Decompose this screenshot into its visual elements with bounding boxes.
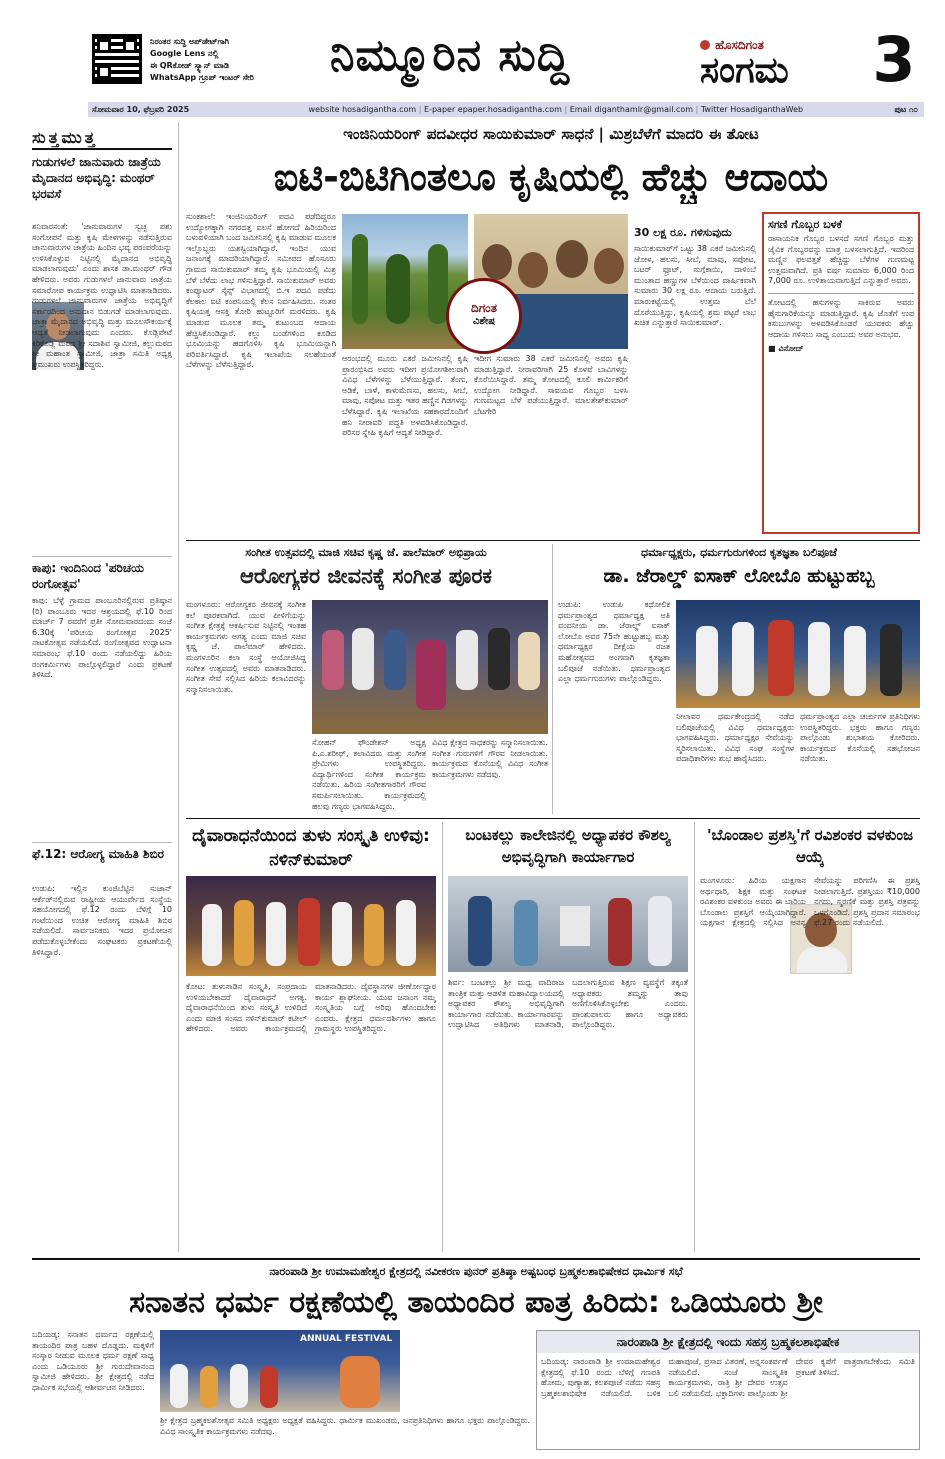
special-badge: [446, 278, 522, 354]
badge-title: ದಿಗಂತ: [471, 301, 497, 315]
story2-title: ಕಾಪು: ಇಂದಿನಿಂದ 'ಪರಿಚಯ ರಂಗೋತ್ಸವ': [32, 561, 144, 591]
music-kicker: ಸಂಗೀತ ಉತ್ಸವದಲ್ಲಿ ಮಾಜಿ ಸಚಿವ ಕೃಷ್ಣ ಜೆ. ಪಾಲೆಮಾರ್ ಅಭಿಪ್ರಾಯ: [245, 546, 487, 559]
bantakal-headline: ಬಂಟಕಲ್ಲು ಕಾಲೇಜಿನಲ್ಲಿ ಅಧ್ಯಾಪಕರ ಕೌಶಲ್ಯ ಅಭಿವೃದ್ಧಿಗಾಗಿ ಕಾರ್ಯಾಗಾರ: [465, 826, 671, 866]
twitter-link[interactable]: Twitter HosadiganthaWeb: [700, 105, 804, 114]
lobo-body-1: ಉಡುಪಿ: ಉಡುಪಿ ಕಥೋಲಿಕ ಧರ್ಮಪ್ರಾಂತ್ಯದ ಧರ್ಮಾಧ್ಯಕ್ಷ ಅತಿ ವಂದನೀಯ ಡಾ. ಜೆರಾಲ್ಡ್ ಐಸಾಕ್ ಲೋಬೊ ಅವರ 75ನೇ ಹುಟ್ಟುಹಬ್ಬ ಮತ್ತು ಧರ್ಮಾಧ್ಯಕ್ಷರ ದೀಕ್ಷೆಯ ರಜತ ಮಹೋತ್ಸವದ ಅಂಗವಾಗಿ ಕೃತಜ್ಞತಾ ಬಲಿಪೂಜೆ ನಡೆಯಿತು. ಧರ್ಮಪ್ರಾಂತ್ಯದ ಎಲ್ಲಾ ಧರ್ಮಗುರುಗಳು ಪಾಲ್ಗೊಂಡಿದ್ದರು.: [558, 600, 670, 684]
tulu-event-photo: [186, 876, 436, 976]
box-title: ಸಗಣಿ ಗೊಬ್ಬರ ಬಳಕೆ: [768, 218, 842, 231]
story1-title: ಗುಡುಗಳಲೆ ಜಾನುವಾರು ಜಾತ್ರೆಯ ಮೈದಾನದ ಅಭಿವೃದ್ಧಿ: ಮಂಥರ್ ಭರವಸೆ: [32, 155, 161, 201]
lead-kicker: ಇಂಜಿನಿಯರಿಂಗ್ ಪದವೀಧರ ಸಾಯಿಕುಮಾರ್ ಸಾಧನೆ | ಮಿಶ್ರಬೆಳೆಗೆ ಮಾದರಿ ಈ ತೋಟ: [343, 125, 759, 143]
email-link[interactable]: Email diganthamlr@gmail.com: [569, 105, 694, 114]
qr-line-2: Google Lens ನಲ್ಲಿ: [150, 49, 219, 58]
lead-col-3: ಇದೀಗ ಸುಮಾರು 38 ಎಕರೆ ಜಮೀನಿನಲ್ಲಿ ಅವರು ಕೃಷಿ ಮಾಡುತ್ತಿದ್ದಾರೆ. ನೀರಾವರಿಗಾಗಿ 25 ಕೊಳವೆ ಬಾವಿಗಳನ್ನು ಕೊರೆಯಿಸಿದ್ದಾರೆ. ತಮ್ಮ ತೋಟದಲ್ಲಿ ಕೂಲಿ ಕಾರ್ಮಿಕರಿಗೆ ಉದ್ಯೋಗ ನೀಡಿದ್ದಾರೆ. ಸಾವಯವ ಗೊಬ್ಬರ ಬಳಸಿ ಗುಣಮಟ್ಟದ ಬೆಳೆ ಪಡೆಯುತ್ತಿದ್ದಾರೆ. ಮಾಲತೇಶ್‌ಕುಮಾರ್ ಬೆಟಗೇರಿ: [474, 354, 628, 416]
lead-col-2: ಆರಂಭದಲ್ಲಿ ಮೂರು ಎಕರೆ ಜಮೀನಿನಲ್ಲಿ ಕೃಷಿ ಪ್ರಾರಂಭಿಸಿದ ಅವರು ಇದೀಗ ಪ್ರಯೋಗಶೀಲರಾಗಿ ವಿವಿಧ ಬೆಳೆಗಳನ್ನು ಬೆಳೆಯುತ್ತಿದ್ದಾರೆ. ತೆಂಗು, ಅಡಿಕೆ, ಬಾಳೆ, ಕಾಳುಮೆಣಸು, ಹಲಸು, ಸೀಬೆ, ಮಾವು, ಸಪೋಟ ಮತ್ತು ಇತರ ಹಣ್ಣಿನ ಗಿಡಗಳನ್ನು ಬೆಳೆಸಿದ್ದಾರೆ. ಕೃಷಿ ಇಲಾಖೆಯ ಸಹಕಾರದೊಂದಿಗೆ ಹನಿ ನೀರಾವರಿ ಪದ್ಧತಿ ಅಳವಡಿಸಿಕೊಂಡಿದ್ದಾರೆ. ಪರಿಸರ ಸ್ನೇಹಿ ಕೃಷಿಗೆ ಆದ್ಯತೆ ನೀಡಿದ್ದಾರೆ.: [342, 354, 468, 438]
qr-line-4: WhatsApp ಗ್ರೂಪ್ ಇಂಟರ್ ಸೇರಿ: [150, 73, 254, 82]
section-divider: [186, 818, 920, 819]
manure-box: [762, 212, 920, 534]
brand-dot-icon: [700, 40, 710, 50]
music-body-3: ವಿವಿಧ ಕ್ಷೇತ್ರದ ಸಾಧಕರನ್ನು ಸನ್ಮಾನಿಸಲಾಯಿತು. ಸಂಗೀತ ಗುರುಗಳಿಗೆ ಗೌರವ ನೀಡಲಾಯಿತು. ಕಾರ್ಯಕ್ರಮದ ಕೊನೆಯಲ್ಲಿ ವಿವಿಧ ಸಂಗೀತ ಕಾರ್ಯಕ್ರಮಗಳು ನಡೆದವು.: [432, 738, 548, 779]
story3-body: ಉಡುಪಿ: ಇಲ್ಲಿನ ಕುಂಜಿಬೆಟ್ಟಿನ ಸುಜಾನ್ ಆರ್ಕೆಡ್‌ನಲ್ಲಿರುವ ರಾಷ್ಟ್ರೀಯ ಆಯುರ್ವೇದ ಸಂಸ್ಥೆಯ ಸಹಯೋಗದಲ್ಲಿ ಫೆ.12 ರಂದು ಬೆಳಿಗ್ಗೆ 10 ಗಂಟೆಯಿಂದ ಉಚಿತ ಆರೋಗ್ಯ ಮಾಹಿತಿ ಶಿಬಿರ ನಡೆಯಲಿದೆ. ಸಾರ್ವಜನಿಕರು ಇದರ ಪ್ರಯೋಜನ ಪಡೆದುಕೊಳ್ಳಬೇಕೆಂದು ಸಂಘಟಕರು ಪ್ರಕಟಣೆಯಲ್ಲಿ ತಿಳಿಸಿದ್ದಾರೆ.: [32, 884, 172, 957]
lead-headline: ಐಟಿ-ಬಿಟಿಗಿಂತಲೂ ಕೃಷಿಯಲ್ಲಿ ಹೆಚ್ಚು ಆದಾಯ: [273, 155, 829, 199]
story1-body: ಶನಿವಾರಸಂತೆ: 'ಜಾನುವಾರುಗಳ ಸ್ವಚ್ಛ ಪಶು ಸಂಗೋಪನೆ ಮತ್ತು ಕೃಷಿ ಮೇಳಗಳನ್ನು ನಡೆಸುತ್ತಿರುವ ಜಾನುವಾರುಗಳ ಜಾತ್ರೆಯ ಹಿಂದಿನ ಭವ್ಯ ಪರಂಪರೆಯನ್ನು ಉಳಿಸಿಕೊಳ್ಳುವ ನಿಟ್ಟಿನಲ್ಲಿ ಮೈದಾನದ ಅಭಿವೃದ್ಧಿ ಮಾಡಲಾಗುವುದು' ಎಂದು ಶಾಸಕ ಡಾ.ಮಂಥರ್ ಗೌಡ ಹೇಳಿದರು. ಅವರು ಗುಡುಗಳಲೆ ಜಾನುವಾರು ಜಾತ್ರೆಯ ಸಮಾರೋಪ ಕಾರ್ಯಕ್ರಮ ಉದ್ಘಾಟಿಸಿ ಮಾತನಾಡಿದರು. ಗುಡುಗಳಲೆ ಜಾನುವಾರುಗಳ ಜಾತ್ರೆಯ ಅಭಿವೃದ್ಧಿಗೆ ಸರ್ಕಾರದಿಂದ ಅನುದಾನ ಬಿಡುಗಡೆ ಮಾಡಲಾಗುವುದು. ಜಾತ್ರಾ ಮೈದಾನದ ಅಭಿವೃದ್ಧಿ ಮತ್ತು ಮೂಲಸೌಕರ್ಯಕ್ಕೆ ಆದ್ಯತೆ ನೀಡಲಾಗುವುದು ಎಂದರು. ಕೊಡ್ಲಿಪೇಟೆ ಕಿರಿಕೊಡ್ಲಿ ಮಠದ ಶ್ರೀ ಸದಾಶಿವ ಸ್ವಾಮೀಜಿ, ಕಲ್ಲುಮಠದ ಶ್ರೀ ಮಹಾಂತ ಸ್ವಾಮೀಜಿ, ಜಾತ್ರಾ ಸಮಿತಿ ಅಧ್ಯಕ್ಷ ಪ್ರಮುಖರು ಉಪಸ್ಥಿತರಿದ್ದರು.: [32, 222, 172, 369]
brand-small: ಹೊಸದಿಗಂತ: [715, 38, 764, 52]
pages-label: ಪುಟ ೧೦: [894, 105, 918, 114]
tulu-body: ಕೋಟ: ತುಳುನಾಡಿನ ಸಂಸ್ಕೃತಿ, ಸಂಪ್ರದಾಯ ಉಳಿಯಬೇಕಾದರೆ ದೈವಾರಾಧನೆ ಅಗತ್ಯ. ದೈವಾರಾಧನೆಯಿಂದ ತುಳು ಸಂಸ್ಕೃತಿ ಉಳಿದಿದೆ ಎಂದು ಮಾಜಿ ಸಂಸದ ನಳಿನ್‌ಕುಮಾರ್ ಕಟೀಲ್ ಹೇಳಿದರು. ಅವರು ಕಾರ್ಯಕ್ರಮದಲ್ಲಿ ಮಾತನಾಡಿದರು. ದೈವಸ್ಥಾನಗಳ ಜೀರ್ಣೋದ್ಧಾರ ಕಾರ್ಯ ಶ್ಲಾಘನೀಯ. ಯುವ ಜನಾಂಗ ನಮ್ಮ ಸಂಸ್ಕೃತಿಯ ಬಗ್ಗೆ ಅರಿವು ಹೊಂದಬೇಕು ಎಂದರು. ಕ್ಷೇತ್ರದ ಧರ್ಮದರ್ಶಿಗಳು ಹಾಗೂ ಗ್ರಾಮಸ್ಥರು ಉಪಸ್ಥಿತರಿದ್ದರು.: [186, 982, 436, 1034]
music-body-2: ಸೋಹನ್ ಫೌಂಡೇಶನ್ ಅಧ್ಯಕ್ಷ ಪಿ.ಎ.ಶರೀಫ್, ಕಲಾವಿದರು ಮತ್ತು ಸಂಗೀತ ಪ್ರೇಮಿಗಳು ಉಪಸ್ಥಿತರಿದ್ದರು. ವಿದ್ಯಾರ್ಥಿಗಳಿಂದ ಸಂಗೀತ ಕಾರ್ಯಕ್ರಮ ನಡೆಯಿತು. ಹಿರಿಯ ಸಂಗೀತಗಾರರಿಗೆ ಗೌರವ ಸಮರ್ಪಿಸಲಾಯಿತು. ಕಾರ್ಯಕ್ರಮದಲ್ಲಿ ಹಲವು ಗಣ್ಯರು ಭಾಗವಹಿಸಿದ್ದರು.: [312, 738, 426, 811]
website-link[interactable]: website hosadigantha.com: [308, 105, 417, 114]
divider: [32, 842, 172, 843]
qr-caption: [150, 36, 320, 84]
tulu-headline: ದೈವಾರಾಧನೆಯಿಂದ ತುಳು ಸಂಸ್ಕೃತಿ ಉಳಿವು: ನಳಿನ್‌ಕುಮಾರ್: [192, 826, 430, 870]
column-divider: [552, 544, 553, 814]
date-bar: ಸೋಮವಾರ 10, ಫೆಬ್ರವರಿ 2025 website hosadigantha.com | E-paper epaper.hosadigantha.com | Email diganthamlr@gmail.com | Twitter HosadiganthaWeb ಪುಟ ೧೦: [88, 102, 924, 117]
section-divider: [32, 1258, 920, 1260]
badge-sub: ವಿಶೇಷ: [472, 316, 495, 327]
box-body-2: ತೋಟದಲ್ಲಿ ಹಸುಗಳನ್ನು ಸಾಕಿರುವ ಅವರು ಹೈನುಗಾರಿಕೆಯನ್ನೂ ಮಾಡುತ್ತಿದ್ದಾರೆ. ಕೃಷಿ ಜೊತೆಗೆ ಉಪ ಕಸುಬುಗಳನ್ನು ಅಳವಡಿಸಿಕೊಂಡರೆ ಯುವಕರು ಹೆಚ್ಚು ಆದಾಯ ಗಳಿಸಲು ಸಾಧ್ಯ ಎಂಬುದು ಅವರ ಅನುಭವ.: [768, 293, 914, 340]
divider: [32, 148, 172, 150]
lobo-body-2: ನೀಲಾವರ ಧರ್ಮಕೇಂದ್ರದಲ್ಲಿ ನಡೆದ ಬಲಿಪೂಜೆಯಲ್ಲಿ ವಿವಿಧ ಧರ್ಮಾಧ್ಯಕ್ಷರು ಭಾಗವಹಿಸಿದ್ದರು. ಧರ್ಮಾಧ್ಯಕ್ಷರ ಸೇವೆಯನ್ನು ಸ್ಮರಿಸಲಾಯಿತು. ವಿವಿಧ ಸಂಘ ಸಂಸ್ಥೆಗಳ ಪದಾಧಿಕಾರಿಗಳು ಶುಭ ಹಾರೈಸಿದರು.: [676, 712, 794, 764]
award-body: ಮಂಗಳೂರು: ಹಿರಿಯ ಯಕ್ಷಗಾನ ಅರ್ಥಧಾರಿ, ಶಿಕ್ಷಕ ಮತ್ತು ಸಂಘಟಕ ರವಿಶಂಕರ ವಳಕುಂಜ ಅವರು ಈ ಬಾರಿಯ ಬೊಂಡಾಲ ಪ್ರಶಸ್ತಿಗೆ ಆಯ್ಕೆಯಾಗಿದ್ದಾರೆ. ಯಕ್ಷಗಾನ ಕ್ಷೇತ್ರದಲ್ಲಿ ಸಲ್ಲಿಸಿದ ಅನನ್ಯ ಸೇವೆಯನ್ನು ಪರಿಗಣಿಸಿ ಈ ಪ್ರಶಸ್ತಿ ನೀಡಲಾಗುತ್ತಿದೆ. ಪ್ರಶಸ್ತಿಯು ₹10,000 ನಗದು, ಸ್ಮರಣಿಕೆ ಮತ್ತು ಪ್ರಶಸ್ತಿ ಪತ್ರವನ್ನು ಒಳಗೊಂಡಿದೆ. ಪ್ರಶಸ್ತಿ ಪ್ರದಾನ ಸಮಾರಂಭ ಫೆ.27 ರಂದು ನಡೆಯಲಿದೆ.: [700, 876, 920, 928]
box-author: ■ ವಿನೋದ್: [768, 344, 804, 354]
lobo-headline: ಡಾ. ಜೆರಾಲ್ಡ್ ಐಸಾಕ್ ಲೋಬೊ ಹುಟ್ಟುಹಬ್ಬ: [603, 565, 875, 587]
lobo-event-photo: [676, 600, 920, 708]
music-headline: ಆರೋಗ್ಯಕರ ಜೀವನಕ್ಕೆ ಸಂಗೀತ ಪೂರಕ: [240, 564, 492, 588]
side-body: ಸಾಯಿಕುಮಾರ್‌ಗೆ ಒಟ್ಟು 38 ಎಕರೆ ಜಮೀನಿನಲ್ಲಿ ಜೋಳ, ಹಲಸು, ಸೀಬೆ, ಮಾವು, ಸಪೋಟ, ಬಟರ್ ಫ್ರೂಟ್, ನುಗ್ಗೆಕಾಯಿ, ದಾಳಿಂಬೆ ಮುಂತಾದ ಹಣ್ಣುಗಳ ಬೆಳೆಯಿಂದ ವಾರ್ಷಿಕವಾಗಿ ಸುಮಾರು 30 ಲಕ್ಷ ರೂ. ಆದಾಯ ಬರುತ್ತಿದೆ. ಮಾರುಕಟ್ಟೆಯಲ್ಲಿ ಉತ್ತಮ ಬೆಲೆ ದೊರೆಯುತ್ತಿದ್ದು, ಕೃಷಿಯಲ್ಲಿ ಶ್ರಮ ಪಟ್ಟರೆ ಲಾಭ ಖಚಿತ ಎನ್ನುತ್ತಾರೆ ಸಾಯಿಕುಮಾರ್.: [634, 244, 756, 328]
award-headline: 'ಬೊಂಡಾಲ ಪ್ರಶಸ್ತಿ'ಗೆ ರವಿಶಂಕರ ವಳಕುಂಜ ಆಯ್ಕೆ: [706, 826, 914, 866]
column-divider: [442, 822, 443, 1252]
bottom-kicker: ನಾರಂಪಾಡಿ ಶ್ರೀ ಉಮಾಮಹೇಶ್ವರ ಕ್ಷೇತ್ರದಲ್ಲಿ ನವೀಕರಣ ಪುನರ್ ಪ್ರತಿಷ್ಠಾ ಅಷ್ಟಬಂಧ ಬ್ರಹ್ಮಕಲಶಾಭಿಷೇಕದ ಧಾರ್ಮಿಕ ಸಭೆ: [269, 1265, 683, 1278]
sahasra-box-title: ನಾರಂಪಾಡಿ ಶ್ರೀ ಕ್ಷೇತ್ರದಲ್ಲಿ ಇಂದು ಸಹಸ್ರ ಬ್ರಹ್ಮಕಲಶಾಭಿಷೇಕ: [537, 1331, 919, 1353]
box-body: ರಾಸಾಯನಿಕ ಗೊಬ್ಬರ ಬಳಸದೆ ಸಗಣಿ ಗೊಬ್ಬರ ಮತ್ತು ಜೈವಿಕ ಗೊಬ್ಬರವನ್ನು ಮಾತ್ರ ಬಳಸಲಾಗುತ್ತಿದೆ. ಇದರಿಂದ ಮಣ್ಣಿನ ಫಲವತ್ತತೆ ಹೆಚ್ಚಿದ್ದು ಬೆಳೆಗಳ ಗುಣಮಟ್ಟ ಉತ್ತಮವಾಗಿದೆ. ಪ್ರತಿ ವರ್ಷ ಸುಮಾರು 6,000 ರಿಂದ 7,000 ರೂ. ಉಳಿತಾಯವಾಗುತ್ತಿದೆ ಎನ್ನುತ್ತಾರೆ ಅವರು.: [768, 234, 914, 286]
bottom-body-2: ಶ್ರೀ ಕ್ಷೇತ್ರದ ಬ್ರಹ್ಮಕಲಶೋತ್ಸವ ಸಮಿತಿ ಅಧ್ಯಕ್ಷರು ಅಧ್ಯಕ್ಷತೆ ವಹಿಸಿದ್ದರು. ಧಾರ್ಮಿಕ ಮುಖಂಡರು, ಜನಪ್ರತಿನಿಧಿಗಳು ಹಾಗೂ ಭಕ್ತರು ಪಾಲ್ಗೊಂಡಿದ್ದರು. ವಿವಿಧ ಸಾಂಸ್ಕೃತಿಕ ಕಾರ್ಯಕ್ರಮಗಳು ನಡೆದವು.: [160, 1416, 530, 1436]
festival-banner: ANNUAL FESTIVAL: [300, 1334, 393, 1344]
bottom-body-1: ಬದಿಯಡ್ಕ: ಸನಾತನ ಧರ್ಮದ ರಕ್ಷಣೆಯಲ್ಲಿ ತಾಯಂದಿರ ಪಾತ್ರ ಬಹಳ ದೊಡ್ಡದು. ಮಕ್ಕಳಿಗೆ ಸಂಸ್ಕಾರ ನೀಡುವ ಮೂಲಕ ಧರ್ಮ ರಕ್ಷಣೆ ಸಾಧ್ಯ ಎಂದು ಒಡಿಯೂರು ಶ್ರೀ ಗುರುದೇವಾನಂದ ಸ್ವಾಮೀಜಿ ಹೇಳಿದರು. ಶ್ರೀ ಕ್ಷೇತ್ರದಲ್ಲಿ ನಡೆದ ಧಾರ್ಮಿಕ ಸಭೆಯಲ್ಲಿ ಆಶೀರ್ವಚನ ನೀಡಿದರು.: [32, 1330, 154, 1392]
section-divider: [186, 540, 920, 541]
lobo-body-3: ಧರ್ಮಪ್ರಾಂತ್ಯದ ಎಲ್ಲಾ ಚರ್ಚುಗಳ ಪ್ರತಿನಿಧಿಗಳು ಉಪಸ್ಥಿತರಿದ್ದರು. ಭಕ್ತರು ಹಾಗೂ ಗಣ್ಯರು ಪಾಲ್ಗೊಂಡು ಶುಭಾಶಯ ಕೋರಿದರು. ಕಾರ್ಯಕ್ರಮದ ಕೊನೆಯಲ್ಲಿ ಸಹಭೋಜನ ನಡೆಯಿತು.: [800, 712, 920, 764]
qr-code[interactable]: [92, 34, 142, 84]
bantakal-body: ಶಿರ್ವ: ಬಂಟಕಲ್ಲು ಶ್ರೀ ಮಧ್ವ ವಾದಿರಾಜ ತಾಂತ್ರಿಕ ಮತ್ತು ಆಡಳಿತ ಮಹಾವಿದ್ಯಾಲಯದಲ್ಲಿ ಅಧ್ಯಾಪಕರ ಕೌಶಲ್ಯ ಅಭಿವೃದ್ಧಿಗಾಗಿ ಕಾರ್ಯಾಗಾರ ನಡೆಯಿತು. ಕಾರ್ಯಾಗಾರವನ್ನು ಉದ್ಘಾಟಿಸಿದ ಅತಿಥಿಗಳು ಮಾತನಾಡಿ, ಬದಲಾಗುತ್ತಿರುವ ಶಿಕ್ಷಣ ವ್ಯವಸ್ಥೆಗೆ ತಕ್ಕಂತೆ ಅಧ್ಯಾಪಕರು ತಮ್ಮನ್ನು ತಾವು ಅಣಿಗೊಳಿಸಿಕೊಳ್ಳಬೇಕು ಎಂದರು. ಪ್ರಾಂಶುಪಾಲರು ಹಾಗೂ ಅಧ್ಯಾಪಕರು ಪಾಲ್ಗೊಂಡಿದ್ದರು.: [448, 978, 688, 1030]
divider: [32, 556, 172, 557]
sahasra-box-body: ಬದಿಯಡ್ಕ: ನಾರಂಪಾಡಿ ಶ್ರೀ ಉಮಾಮಹೇಶ್ವರ ಕ್ಷೇತ್ರದಲ್ಲಿ ಫೆ.10 ರಂದು ಬೆಳಿಗ್ಗೆ ಗಣಪತಿ ಹೋಮ, ಪುಣ್ಯಾಹ, ಕಲಶಪೂಜೆ ನಡೆದು ಸಹಸ್ರ ಬ್ರಹ್ಮಕಲಶಾಭಿಷೇಕ ನಡೆಯಲಿದೆ. ಬಳಿಕ ಮಹಾಪೂಜೆ, ಪ್ರಸಾದ ವಿತರಣೆ, ಅನ್ನಸಂತರ್ಪಣೆ ನಡೆಯಲಿದೆ. ಸಂಜೆ ಸಾಂಸ್ಕೃತಿಕ ಕಾರ್ಯಕ್ರಮಗಳು, ರಾತ್ರಿ ಶ್ರೀ ದೇವರ ಉತ್ಸವ ಬಲಿ ನಡೆಯಲಿದೆ. ಭಕ್ತಾದಿಗಳು ಪಾಲ್ಗೊಂಡು ಶ್ರೀ ದೇವರ ಕೃಪೆಗೆ ಪಾತ್ರರಾಗಬೇಕೆಂದು ಸಮಿತಿ ಪ್ರಕಟಣೆ ತಿಳಿಸಿದೆ.: [541, 1357, 915, 1398]
column-divider: [694, 822, 695, 1252]
lead-col-1: ಸುಂಕಶಾಲೆ: ಇಂಜಿನಿಯರಿಂಗ್ ಪದವಿ ಪಡೆದಿದ್ದರೂ ಉದ್ಯೋಗಕ್ಕಾಗಿ ನಗರದತ್ತ ವಲಸೆ ಹೋಗದೆ ಹಿರಿಯರಿಂದ ಬಳುವಳಿಯಾಗಿ ಬಂದ ಜಮೀನಿನಲ್ಲಿ ಕೃಷಿ ಮಾಡುವ ಮೂಲಕ ಇಲ್ಲೊಬ್ಬರು ಯಶಸ್ವಿಯಾಗಿದ್ದಾರೆ. ಇಂದಿನ ಯುವ ಜನಾಂಗಕ್ಕೆ ಮಾದರಿಯಾಗಿದ್ದಾರೆ. ಸಮೀಪದ ಹೊಸೂರು ಗ್ರಾಮದ ಸಾಯಿಕುಮಾರ್ ತಮ್ಮ ಕೃಷಿ ಭೂಮಿಯಲ್ಲಿ ಮಿಶ್ರ ಬೆಳೆ ಬೆಳೆದು ಲಾಭ ಗಳಿಸುತ್ತಿದ್ದಾರೆ. ಸಾಯಿಕುಮಾರ್ ಅವರು ಕಂಪ್ಯೂಟರ್ ಸೈನ್ಸ್ ವಿಭಾಗದಲ್ಲಿ ಬಿ.ಇ ಪದವಿ ಪಡೆದು ಕೆಲಕಾಲ ಐಟಿ ಕಂಪನಿಯಲ್ಲಿ ಕೆಲಸ ನಿರ್ವಹಿಸಿದರು. ನಂತರ ಕೃಷಿಯತ್ತ ಆಸಕ್ತಿ ತೋರಿ ಹುಟ್ಟೂರಿಗೆ ಮರಳಿದರು. ಕೃಷಿ ಮಾಡುವ ಮೂಲಕ ತಮ್ಮ ಕುಟುಂಬದ ಆದಾಯ ಹೆಚ್ಚಿಸಿಕೊಂಡಿದ್ದಾರೆ. ಕಲ್ಲು ಬಂಡೆಗಳಿಂದ ಕೂಡಿದ ಭೂಮಿಯನ್ನು ಹದಗೊಳಿಸಿ ಕೃಷಿ ಭೂಮಿಯನ್ನಾಗಿ ಪರಿವರ್ತಿಸಿದ್ದಾರೆ. ಕೃಷಿ ಇಲಾಖೆಯ ಸಲಹೆಯಂತೆ ಬೆಳೆಗಳನ್ನು ಬೆಳೆಸುತ್ತಿದ್ದಾರೆ.: [186, 212, 336, 370]
side-title: 30 ಲಕ್ಷ ರೂ. ಗಳಿಸುವುದು: [634, 226, 732, 239]
bottom-headline: ಸನಾತನ ಧರ್ಮ ರಕ್ಷಣೆಯಲ್ಲಿ ತಾಯಂದಿರ ಪಾತ್ರ ಹಿರಿದು: ಒಡಿಯೂರು ಶ್ರೀ: [129, 1285, 823, 1320]
festival-photo: [160, 1330, 400, 1412]
sutta-mutta-brand: ಸುತ್ತಮುತ್ತ: [32, 128, 98, 147]
qr-line-1: ನಿರಂತರ ಸುದ್ದಿ ಅಪ್‌ಡೇಟ್‌ಗಾಗಿ: [150, 37, 230, 46]
masthead-title: ನಿಮ್ಮೂರಿನ ಸುದ್ದಿ: [330, 30, 571, 81]
story3-title: ಫೆ.12: ಆರೋಗ್ಯ ಮಾಹಿತಿ ಶಿಬಿರ: [32, 847, 165, 861]
date: ಸೋಮವಾರ 10, ಫೆಬ್ರವರಿ 2025: [92, 105, 190, 114]
column-divider: [178, 122, 179, 1252]
epaper-link[interactable]: E-paper epaper.hosadigantha.com: [424, 105, 562, 114]
music-body-1: ಮಂಗಳೂರು: ಆರೋಗ್ಯಕರ ಜೀವನಕ್ಕೆ ಸಂಗೀತ ಕಲೆ ಪೂರಕವಾಗಿದೆ. ಯುವ ಪೀಳಿಗೆಯನ್ನು ಸಂಗೀತ ಕ್ಷೇತ್ರಕ್ಕೆ ಆಕರ್ಷಿಸುವ ನಿಟ್ಟಿನಲ್ಲಿ ಇಂತಹ ಕಾರ್ಯಕ್ರಮಗಳು ಅಗತ್ಯ ಎಂದು ಮಾಜಿ ಸಚಿವ ಕೃಷ್ಣ ಜೆ. ಪಾಲೆಮಾರ್ ಹೇಳಿದರು. ಮಂಗಳೂರಿನ ಕಲಾ ಸಂಸ್ಥೆ ಆಯೋಜಿಸಿದ್ದ ಸಂಗೀತ ಉತ್ಸವದಲ್ಲಿ ಅವರು ಮಾತನಾಡಿದರು. ಸಂಗೀತ ಸೇವೆ ಸಲ್ಲಿಸಿದ ಹಿರಿಯ ಕಲಾವಿದರನ್ನು ಸನ್ಮಾನಿಸಲಾಯಿತು.: [186, 600, 306, 694]
bantakal-event-photo: [448, 876, 688, 972]
page-number: 3: [872, 23, 916, 96]
qr-line-3: ಈ QRಕೋಡ್ ಸ್ಕ್ಯಾನ್ ಮಾಡಿ: [150, 61, 230, 70]
music-event-photo: [312, 600, 548, 734]
lobo-kicker: ಧರ್ಮಾಧ್ಯಕ್ಷರು, ಧರ್ಮಗುರುಗಳಿಂದ ಕೃತಜ್ಞತಾ ಬಲಿಪೂಜೆ: [641, 546, 837, 559]
story2-body: ಕಾಪು: ಬೆಳ್ಳೆ ಗ್ರಾಮದ ಪಾಂಬೂರಿನಲ್ಲಿರುವ ಪ್ರತಿಷ್ಠಾನ (ರಿ) ಪಾಂಬೂರು ಇದರ ಆಶ್ರಯದಲ್ಲಿ ಫೆ.10 ರಿಂದ ಮಾರ್ಚ್ 7 ರವರೆಗೆ ಪ್ರತೀ ಸೋಮವಾರದಂದು ಸಂಜೆ 6.30ಕ್ಕೆ 'ಪರಿಚಯ ರಂಗೋತ್ಸವ 2025' ನಾಟಕೋತ್ಸವ ನಡೆಯಲಿದೆ. ರಂಗೋತ್ಸವದ ಉದ್ಘಾಟನಾ ಸಮಾರಂಭ ಫೆ.10 ರಂದು ನಡೆಯಲಿದ್ದು ಹಿರಿಯ ರಂಗಕರ್ಮಿಗಳು ಪಾಲ್ಗೊಳ್ಳಲಿದ್ದಾರೆ ಎಂದು ಪ್ರಕಟಣೆ ತಿಳಿಸಿದೆ.: [32, 596, 172, 680]
sahasra-box: [536, 1330, 920, 1450]
brand-large: ಸಂಗಮ: [700, 50, 789, 91]
